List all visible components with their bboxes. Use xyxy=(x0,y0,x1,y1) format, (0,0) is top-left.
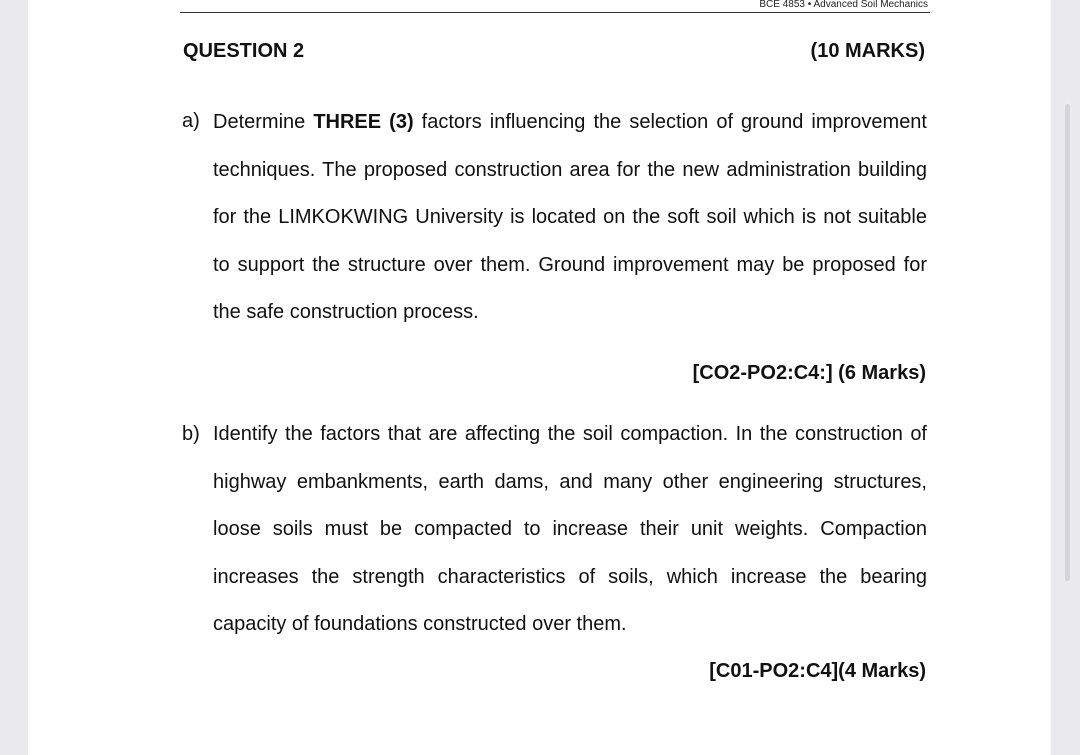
question-total-marks: (10 MARKS) xyxy=(810,40,925,62)
part-b-label: b) xyxy=(182,423,200,445)
part-b-marks: [C01-PO2:C4](4 Marks) xyxy=(709,660,926,682)
part-a-marks: [CO2-PO2:C4:] (6 Marks) xyxy=(692,362,926,384)
part-a-text-before: Determine xyxy=(213,111,314,133)
part-a-text-after: factors influencing the selection of ground improvement techniques. The proposed construction area for the new administration building for the LIMKOKWING University is located on the soft soil which is not suitable to support the structure over them. Ground improvement may be proposed for the safe construction process. xyxy=(213,111,927,323)
part-a-emphasis: THREE (3) xyxy=(313,111,414,133)
part-a-text xyxy=(213,99,927,337)
header-rule xyxy=(180,12,930,13)
part-b-text: Identify the factors that are affecting the soil compaction. In the construction of highway embankments, earth dams, and many other engineering structures, loose soils must be compacted to increase their unit weights. Compaction increases the strength characteristics of soils, which increase the bearing capacity of foundations constructed over them. xyxy=(213,423,927,635)
scrollbar-thumb[interactable] xyxy=(1065,104,1070,581)
part-a-label: a) xyxy=(182,110,200,132)
question-title: QUESTION 2 xyxy=(183,40,305,62)
running-header: BCE 4853 • Advanced Soil Mechanics xyxy=(759,0,928,10)
